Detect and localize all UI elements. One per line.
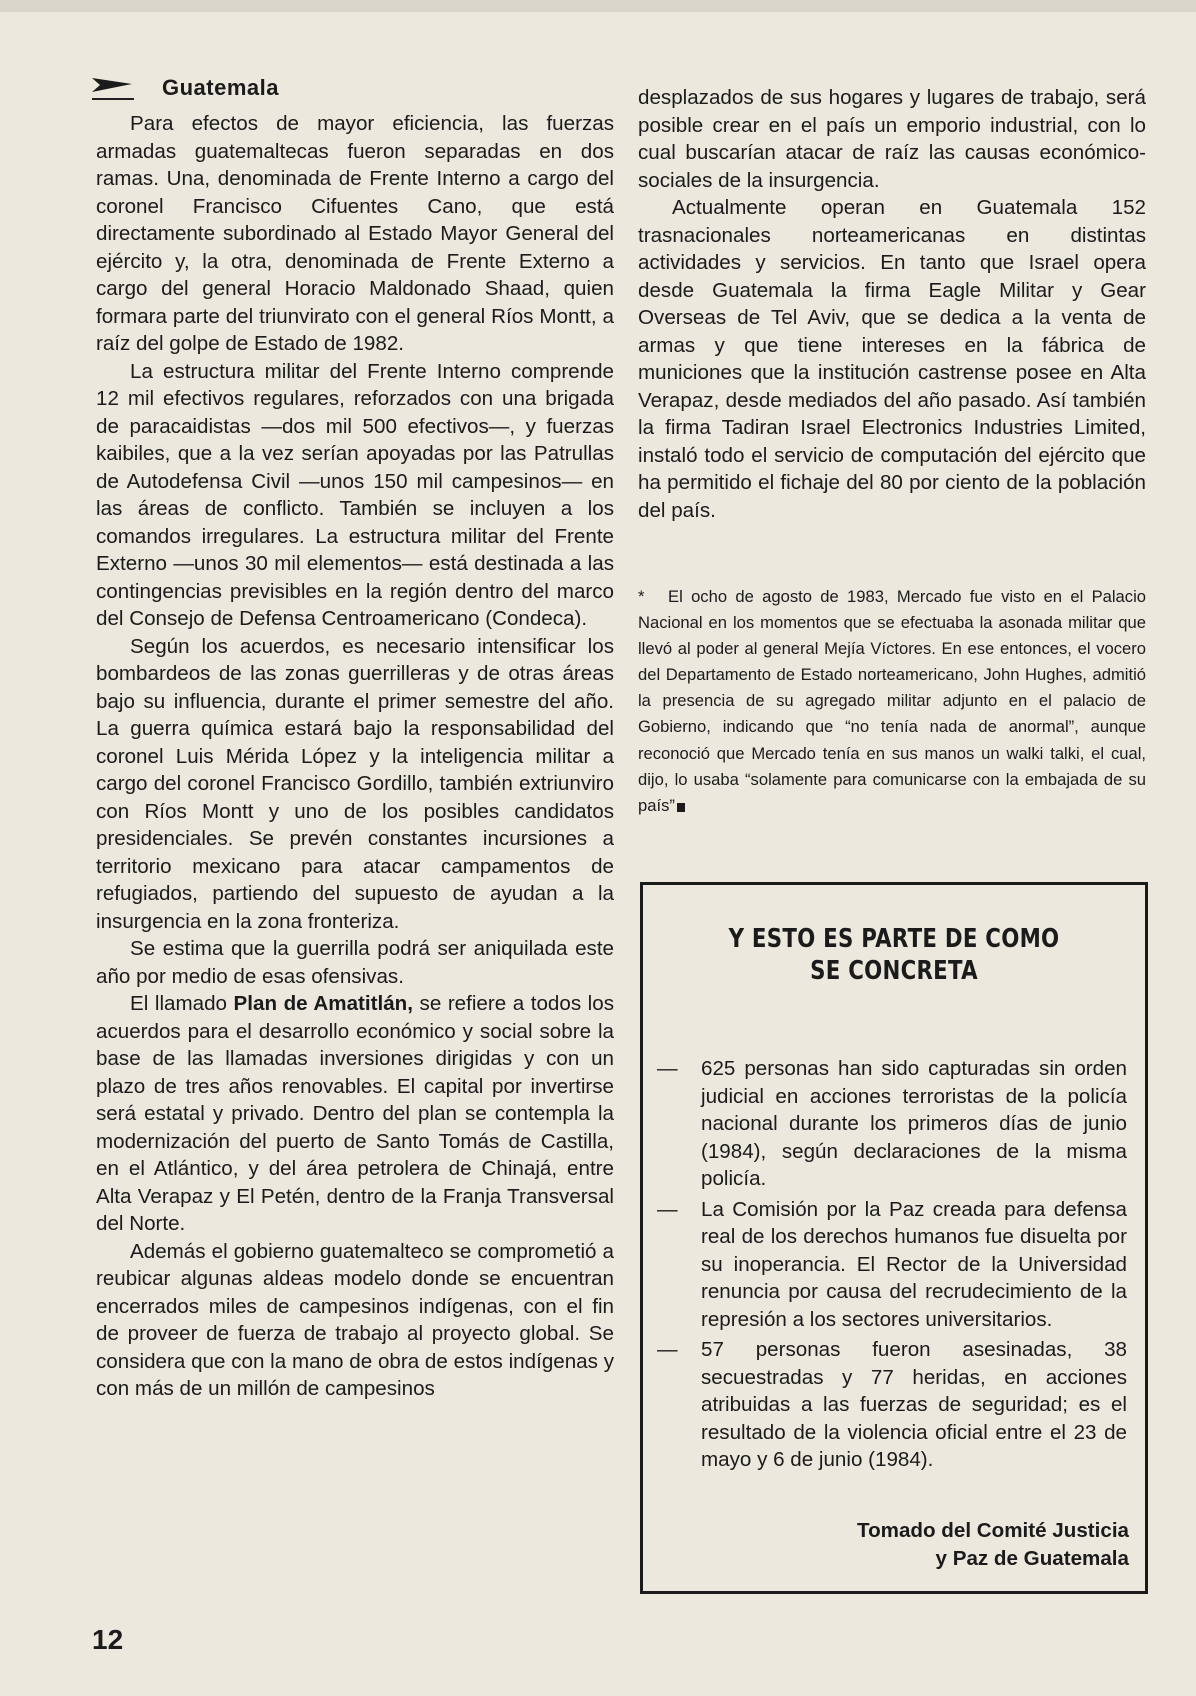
dash-bullet: — [657, 1338, 678, 1361]
right-column [638, 84, 1146, 524]
paragraph [96, 990, 614, 1238]
paragraph: Se estima que la guerrilla podrá ser aniquilada este año por medio de esas ofensivas. [96, 937, 614, 988]
section-header [92, 72, 392, 108]
list-item-text: 625 personas han sido capturadas sin orden judicial en acciones terroristas de la policía nacional durante los primeros días de junio (1984), según declaraciones de la misma policía. [701, 1057, 1127, 1190]
box-list [657, 1055, 1127, 1477]
footnote-marker: * [638, 587, 645, 606]
top-edge [0, 0, 1196, 12]
list-item [657, 1196, 1127, 1334]
box-credit [857, 1517, 1129, 1573]
left-column [96, 110, 614, 1403]
box-title-line: Y ESTO ES PARTE DE COMO [728, 924, 1060, 954]
header-rule [92, 98, 134, 100]
paragraph: Según los acuerdos, es necesario intensificar los bombardeos de las zonas guerrilleras y de otras áreas bajo su influencia, durante el primer semestre del año. La guerra química estará bajo la responsabilidad del coronel Luis Mérida López y la inteligencia militar a cargo del coronel Francisco Gordillo, también extriunviro con Ríos Montt y uno de los posibles candidatos presidenciales. Se prevén constantes incursiones a territorio mexicano para atacar campamentos de refugiados, partiendo del supuesto de ayudan a la insurgencia en la zona fronteriza. [96, 634, 614, 933]
paragraph: Además el gobierno guatemalteco se comprometió a reubicar algunas aldeas modelo donde se encuentran encerrados miles de campesinos indígenas, con el fin de proveer de fuerza de trabajo al proyecto global. Se considera que con la mano de obra de estos indígenas y con más de un millón de campesinos [96, 1239, 614, 1400]
sidebar-box [640, 882, 1148, 1594]
plan-name: Plan de Amatitlán, [233, 992, 413, 1015]
paragraph: Para efectos de mayor eficiencia, las fuerzas armadas guatemaltecas fueron separadas en dos ramas. Una, denominada de Frente Interno a cargo del coronel Francisco Cifuentes Cano, que está directamente subordinado al Estado Mayor General del ejército y, la otra, denominada de Frente Externo a cargo del general Horacio Maldonado Shaad, quien formara parte del triunvirato con el general Ríos Montt, a raíz del golpe de Estado de 1982. [96, 112, 614, 355]
text-run: El llamado [130, 992, 234, 1015]
footnote [638, 584, 1146, 819]
list-item-text: La Comisión por la Paz creada para defensa real de los derechos humanos fue disuelta por su inoperancia. El Rector de la Universidad renuncia por causa del recrudecimiento de la represión a los sectores universitarios. [701, 1197, 1127, 1331]
section-title: Guatemala [162, 75, 279, 100]
list-item [657, 1336, 1127, 1474]
paragraph: La estructura militar del Frente Interno comprende 12 mil efectivos regulares, reforzados con una brigada de paracaidistas —dos mil 500 efectivos—, y fuerzas kaibiles, que a la vez serían apoyadas por las Patrullas de Autodefensa Civil —unos 150 mil campesinos— en las áreas de conflicto. También se incluyen a los comandos irregulares. La estructura militar del Frente Externo —unos 30 mil elementos— está destinada a las contingencias previsibles en la región dentro del marco del Consejo de Defensa Centroamericano (Condeca). [96, 359, 614, 630]
credit-line: y Paz de Guatemala [935, 1547, 1129, 1570]
dash-bullet: — [657, 1197, 678, 1221]
footnote-text: El ocho de agosto de 1983, Mercado fue visto en el Palacio Nacional en los momentos que se efectuaba la asonada militar que llevó al poder al general Mejía Víctores. En ese entonces, el vocero del Departamento de Estado norteamericano, John Hughes, admitió la presencia de su agregado militar adjunto en el palacio de Gobierno, indicando que “no tenía nada de anormal”, aunque reconoció que Mercado tenía en sus manos un walki talki, el cual, dijo, lo usaba “solamente para comunicarse con la embajada de su país” [638, 587, 1146, 815]
list-item [657, 1055, 1127, 1193]
paragraph: Actualmente operan en Guatemala 152 trasnacionales norteamericanas en distintas actividades y servicios. En tanto que Israel opera desde Guatemala la firma Eagle Militar y Gear Overseas de Tel Aviv, que se dedica a la venta de armas y que tiene intereses en la fábrica de municiones que la institución castrense posee en Alta Verapaz, desde mediados del año pasado. Así también la firma Tadiran Israel Electronics Industries Limited, instaló todo el servicio de computación del ejército que ha permitido el fichaje del 80 por ciento de la población del país. [638, 196, 1146, 522]
box-title-line: SE CONCRETA [810, 956, 978, 986]
page-number: 12 [92, 1624, 124, 1655]
list-item-text: 57 personas fueron asesinadas, 38 secuestradas y 77 heridas, en acciones atribuidas a las fuerzas de seguridad; es el resultado de la violencia oficial entre el 23 de mayo y 6 de junio (1984). [701, 1338, 1127, 1471]
end-mark-icon [677, 803, 685, 812]
paragraph: desplazados de sus hogares y lugares de trabajo, será posible crear en el país un emporio industrial, con lo cual buscarían atacar de raíz las causas económico-sociales de la insurgencia. [638, 86, 1146, 192]
credit-line: Tomado del Comité Justicia [857, 1519, 1129, 1542]
text-run: se refiere a todos los acuerdos para el desarrollo económico y social sobre la base de las llamadas inversiones dirigidas y con un plazo de tres años renovables. El capital por invertirse será estatal y privado. Dentro del plan se contempla la modernización del puerto de Santo Tomás de Castilla, en el Atlántico, y del área petrolera de Chinajá, entre Alta Verapaz y El Petén, dentro de la Franja Transversal del Norte. [96, 992, 615, 1235]
box-title [688, 923, 1100, 987]
dash-bullet: — [657, 1057, 678, 1080]
pennant-icon [92, 76, 136, 94]
